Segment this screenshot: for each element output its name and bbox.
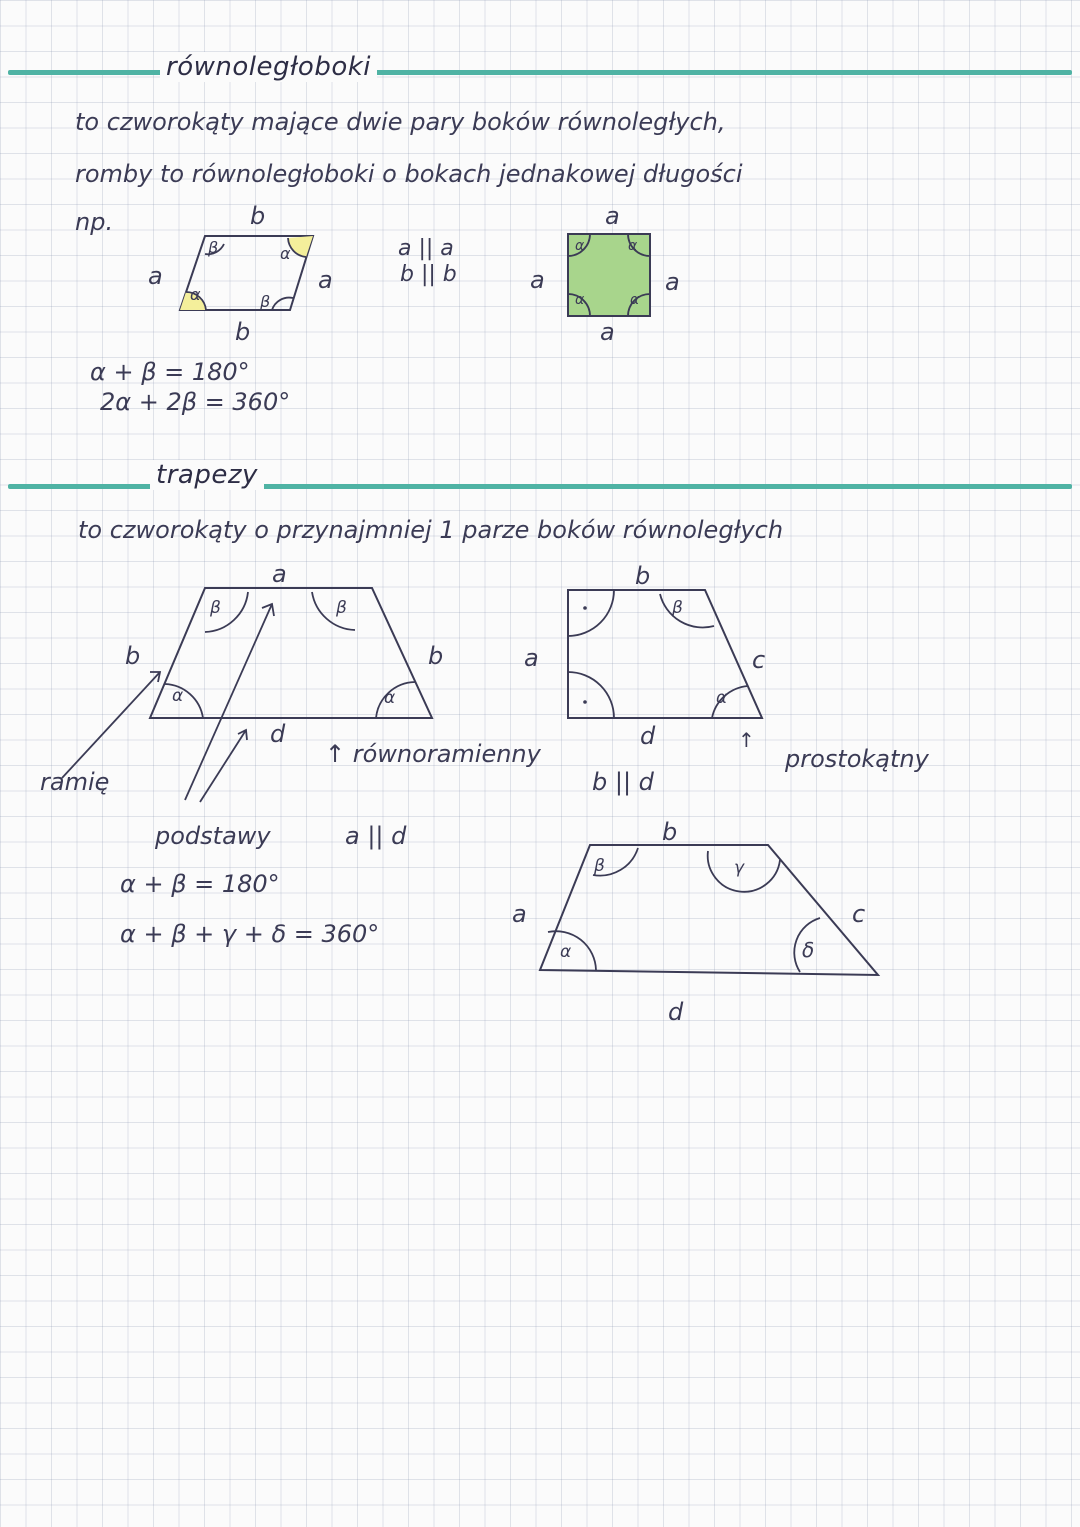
para-label-top: b <box>250 202 266 230</box>
trap1-label-bottom: d <box>270 720 286 748</box>
trap1-alpha-left: α <box>172 686 184 706</box>
trapezoid-scalene-figure <box>540 845 878 975</box>
para-label-right: a <box>318 266 333 294</box>
podstawa-arrow-top <box>185 604 272 800</box>
parallel-bb: b || b <box>400 262 457 287</box>
section-title-trapezy: trapezy <box>150 460 264 490</box>
para-alpha-bl: α <box>190 285 201 304</box>
trap-equation-360: α + β + γ + δ = 360° <box>120 920 380 948</box>
ramie-arrow <box>62 672 160 778</box>
trap3-label-left: a <box>512 900 527 928</box>
trap1-beta-left: β <box>210 598 221 618</box>
trap2-beta: β <box>672 598 683 618</box>
section-title-rownoleglobok: równoległoboki <box>160 52 377 82</box>
para-beta-br: β <box>260 292 271 311</box>
para-label-left: a <box>148 262 163 290</box>
definition-line-2: romby to równoległoboki o bokach jednakowej długości <box>75 160 743 188</box>
square-alpha-tl: α <box>575 238 585 254</box>
trap1-label-right: b <box>428 642 444 670</box>
ramie-label: ramię <box>40 768 110 796</box>
para-alpha-tr: α <box>280 244 291 263</box>
square-alpha-bl: α <box>575 292 585 308</box>
trap-equation-180: α + β = 180° <box>120 870 280 898</box>
para-label-bottom: b <box>235 318 251 346</box>
trap1-beta-right: β <box>336 598 347 618</box>
trap1-label-top: a <box>272 560 287 588</box>
trap2-label-top: b <box>635 562 651 590</box>
rownoramienny-text: równoramienny <box>352 740 541 768</box>
arrow-up-prostokatny: ↑ <box>738 728 755 752</box>
equation-alpha-beta-180: α + β = 180° <box>90 358 250 386</box>
trap1-alpha-right: α <box>384 688 396 708</box>
trap1-label-left: b <box>125 642 141 670</box>
equation-2alpha-2beta-360: 2α + 2β = 360° <box>100 388 291 416</box>
square-alpha-tr: α <box>628 238 638 254</box>
rownoramienny-label: ↑ równoramienny <box>325 740 541 768</box>
trap2-label-right: c <box>752 646 766 674</box>
trapezoid-right-figure <box>568 590 762 718</box>
trap3-label-bottom: d <box>668 998 684 1026</box>
square-label-left: a <box>530 266 545 294</box>
parallel-aa: a || a <box>398 236 454 261</box>
np-label: np. <box>75 208 114 236</box>
trap3-alpha: α <box>560 942 572 962</box>
definition-line-1: to czworokąty mające dwie pary boków równoległych, <box>75 108 726 136</box>
para-beta-tl: β <box>208 238 219 257</box>
trap3-delta: δ <box>802 938 815 962</box>
trap2-alpha: α <box>716 688 728 708</box>
square-label-right: a <box>665 268 680 296</box>
trap3-gamma: γ <box>734 858 745 878</box>
square-alpha-br: α <box>630 292 640 308</box>
trapezoid-isosceles-figure <box>62 588 432 802</box>
parallel-bd: b || d <box>592 768 654 796</box>
trap2-label-left: a <box>524 644 539 672</box>
parallel-ad: a || d <box>345 822 407 850</box>
prostokatny-label: prostokątny <box>785 745 929 773</box>
trap3-label-top: b <box>662 818 678 846</box>
trapezy-definition: to czworokąty o przynajmniej 1 parze boków równoległych <box>78 516 784 544</box>
square-label-bottom: a <box>600 318 615 346</box>
square-label-top: a <box>605 202 620 230</box>
trap3-label-right: c <box>852 900 866 928</box>
podstawy-label: podstawy <box>155 822 271 850</box>
podstawa-arrow-bottom <box>200 730 246 802</box>
trap2-label-bottom: d <box>640 722 656 750</box>
trap3-beta: β <box>594 856 605 876</box>
